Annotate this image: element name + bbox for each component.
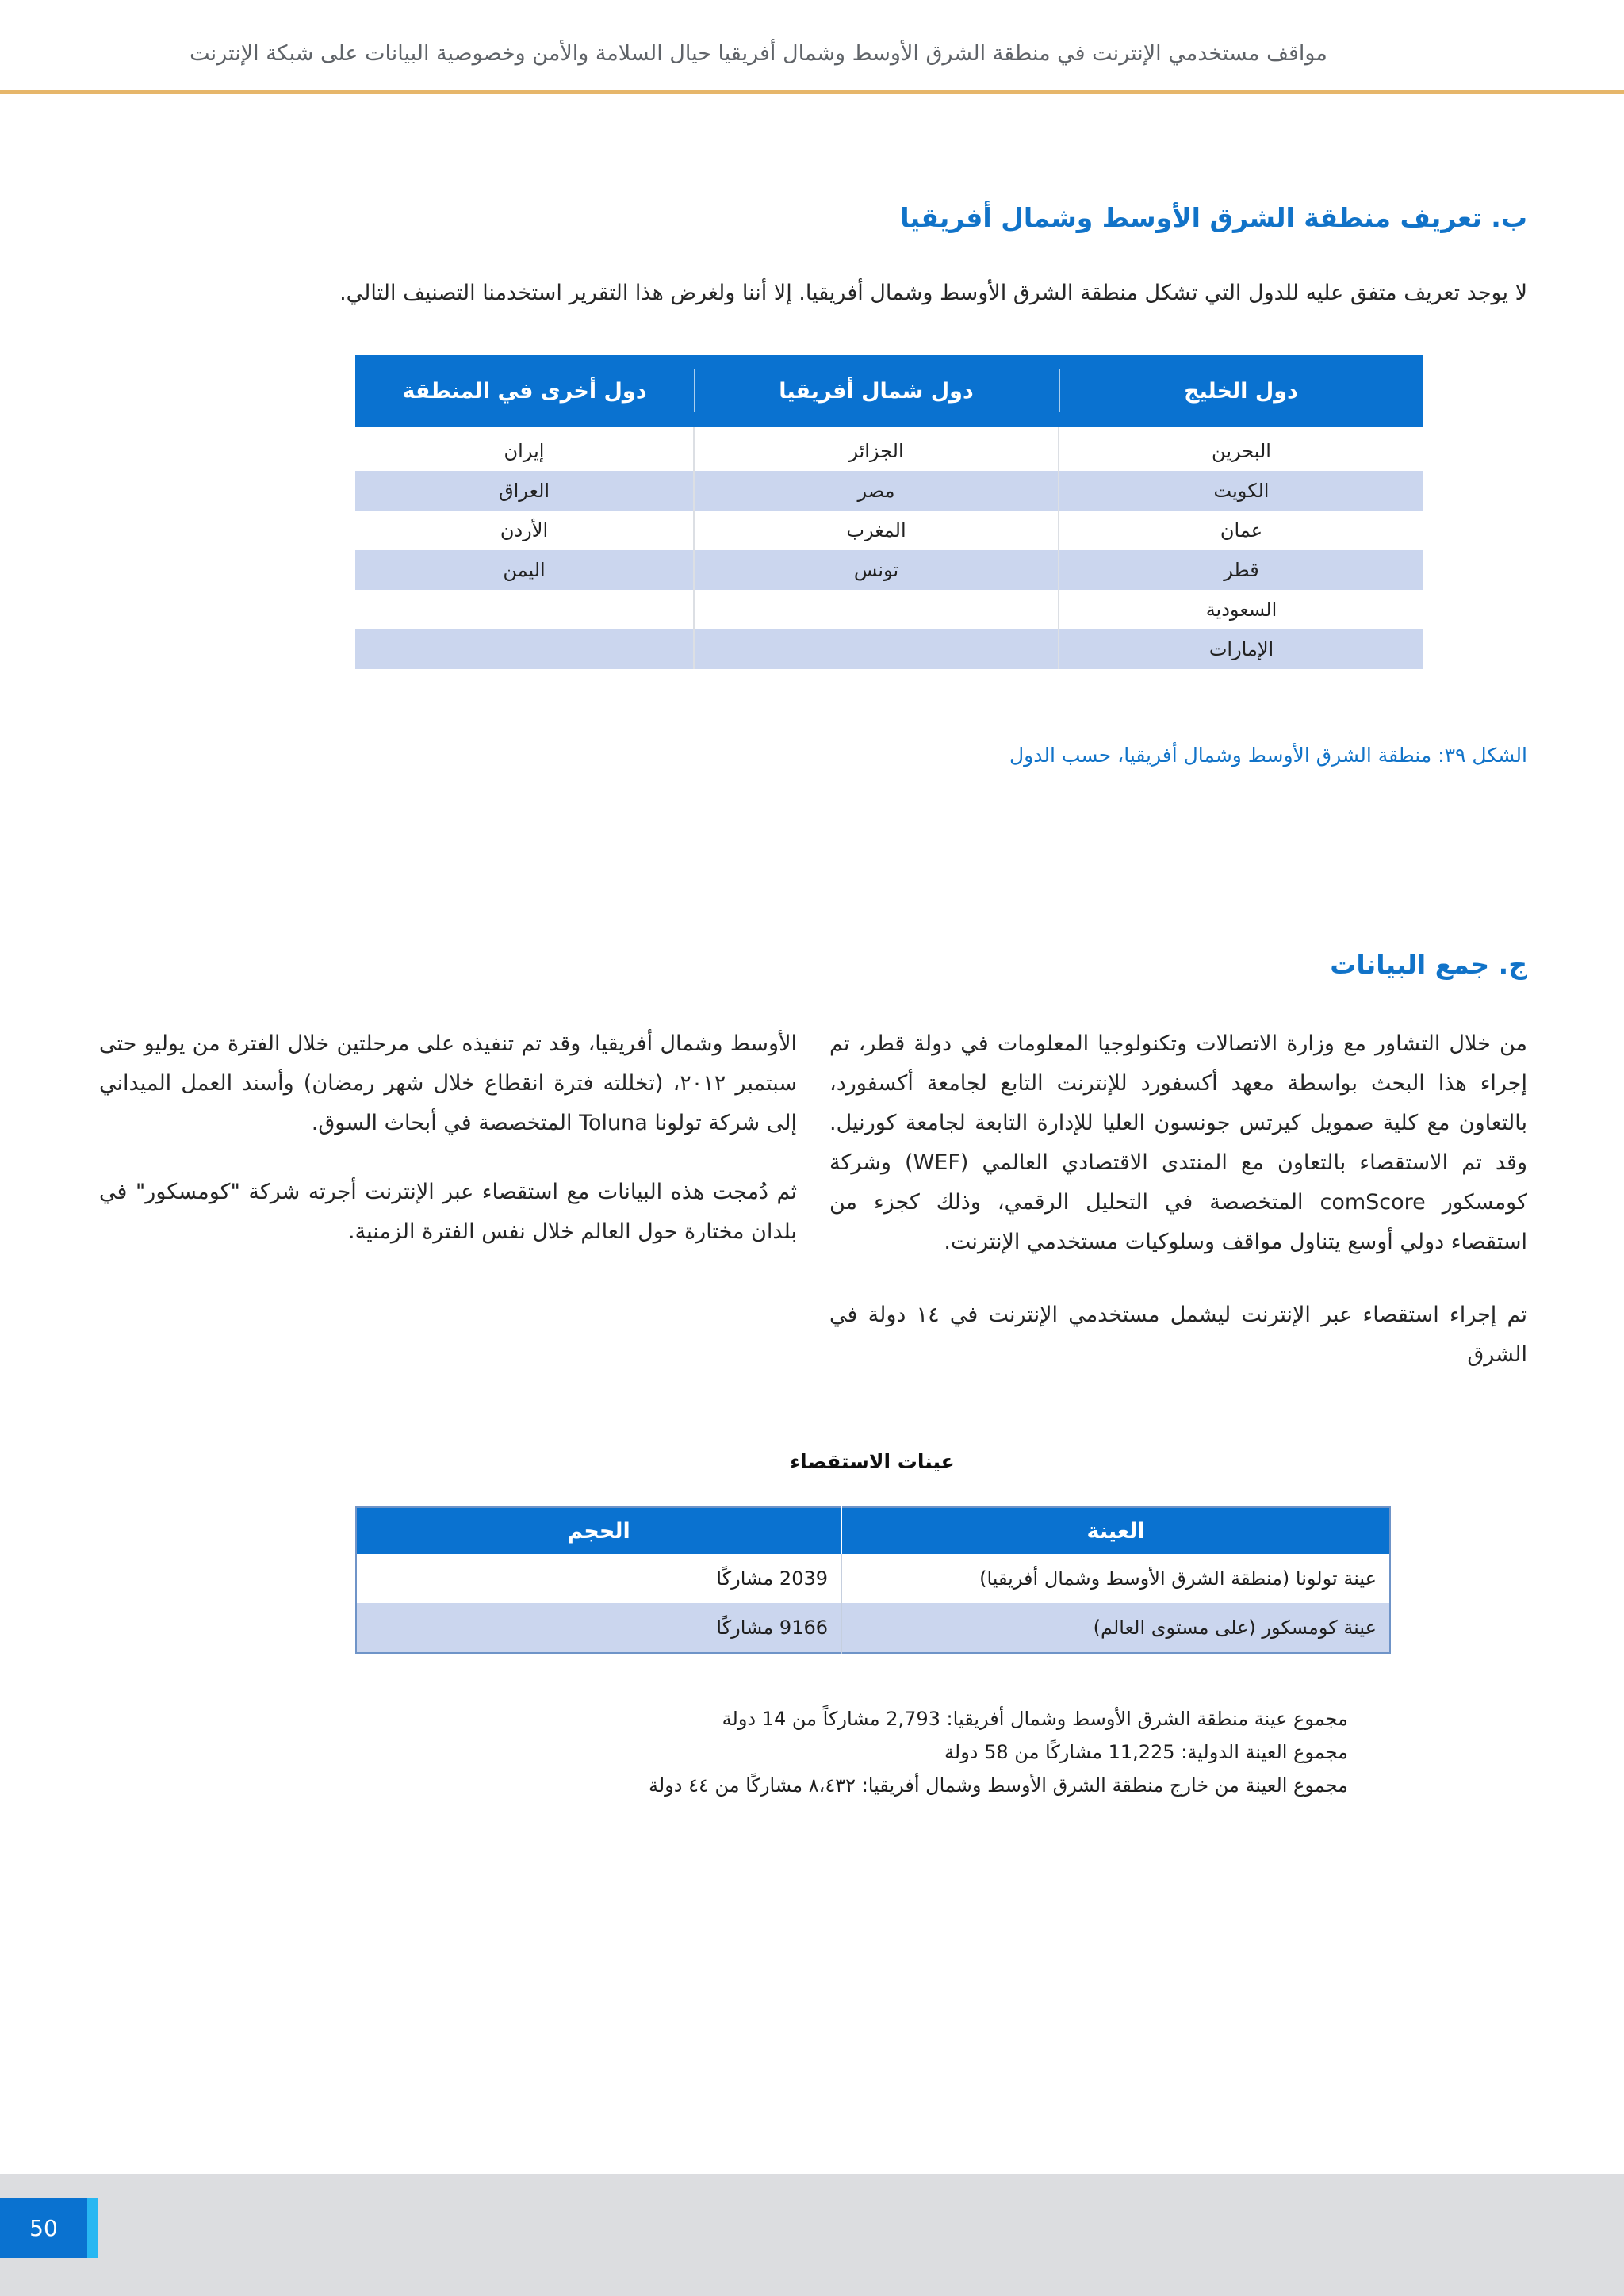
sample-size-cell: 2039 مشاركًا [356, 1554, 841, 1603]
table-cell: الجزائر [694, 427, 1059, 471]
table-row [355, 590, 1423, 629]
figure-caption: الشكل ٣٩: منطقة الشرق الأوسط وشمال أفريقيا، حسب الدول [1009, 744, 1527, 767]
table-cell: الأردن [500, 519, 549, 541]
table-row [355, 427, 1423, 471]
table-cell [694, 629, 1059, 669]
data-collection-paragraph-4: ثم دُمجت هذه البيانات مع استقصاء عبر الإنترنت أجرته شركة "كومسكور" في بلدان مختارة حول العالم خلال نفس الفترة الزمنية. [99, 1180, 797, 1244]
table-cell: عمان [1059, 511, 1423, 550]
table-cell: العراق [355, 471, 694, 511]
table-row [356, 1554, 1390, 1603]
running-header-title: مواقف مستخدمي الإنترنت في منطقة الشرق الأوسط وشمال أفريقيا حيال السلامة والأمن وخصوصية البيانات على شبكة الإنترنت [190, 41, 1327, 66]
table-cell [355, 629, 694, 669]
page-number: 50 [0, 2198, 87, 2258]
table-cell [355, 590, 694, 629]
table-cell: تونس [694, 550, 1059, 590]
sample-name-cell: عينة كومسكور (على مستوى العالم) [841, 1603, 1390, 1653]
footer-band [0, 2174, 1624, 2296]
table-row [355, 550, 1423, 590]
sample-name-cell: عينة تولونا (منطقة الشرق الأوسط وشمال أفريقيا) [979, 1567, 1377, 1590]
table-row [355, 471, 1423, 511]
samples-table-header-row [356, 1507, 1390, 1554]
data-collection-paragraph-1: من خلال التشاور مع وزارة الاتصالات وتكنولوجيا المعلومات في دولة قطر، تم إجراء هذا البحث بواسطة معهد أكسفورد للإنترنت التابع لجامعة أكسفورد، بالتعاون مع كلية صمويل كيرتس جونسون العليا للإدارة التابعة لجامعة كورنيل. وقد تم الاستقصاء بالتعاون مع المنتدى الاقتصادي العالمي (WEF) وشركة كومسكور comScore المتخصصة في التحليل الرقمي، وذلك كجزء من استقصاء دولي أوسع يتناول مواقف وسلوكيات مستخدمي الإنترنت. [829, 1031, 1527, 1254]
column-header-size: الحجم [356, 1507, 841, 1554]
running-header [0, 0, 1624, 94]
data-collection-paragraph-3: الأوسط وشمال أفريقيا، وقد تم تنفيذه على مرحلتين خلال الفترة من يوليو حتى سبتمبر ٢٠١٢، (تخللته فترة انقطاع خلال شهر رمضان) وأسند العمل الميداني إلى شركة تولونا Toluna المتخصصة في أبحاث السوق. [99, 1031, 797, 1135]
table-row [355, 511, 1423, 550]
table-cell [694, 590, 1059, 629]
sample-totals [649, 1702, 1348, 1802]
table-cell: الإمارات [1059, 629, 1423, 669]
table-cell: المغرب [694, 511, 1059, 550]
samples-table-title: عينات الاستقصاء [790, 1450, 955, 1473]
section-intro-paragraph: لا يوجد تعريف متفق عليه للدول التي تشكل منطقة الشرق الأوسط وشمال أفريقيا. إلا أننا ولغرض هذا التقرير استخدمنا التصنيف التالي. [339, 281, 1527, 305]
sample-size-cell: 9166 مشاركًا [356, 1603, 841, 1653]
table-cell: اليمن [355, 550, 694, 590]
region-table-header-row [355, 355, 1423, 427]
table-cell: مصر [694, 471, 1059, 511]
total-non-mena-sample: مجموع العينة من خارج منطقة الشرق الأوسط وشمال أفريقيا: ٨،٤٣٢ مشاركًا من ٤٤ دولة [648, 1774, 1348, 1797]
table-cell: قطر [1059, 550, 1423, 590]
section-heading-mena-definition: ب. تعريف منطقة الشرق الأوسط وشمال أفريقيا [900, 202, 1527, 233]
page-number-accent-bar [87, 2198, 98, 2258]
region-classification-table [355, 355, 1423, 669]
total-mena-sample: مجموع عينة منطقة الشرق الأوسط وشمال أفريقيا: 2,793 مشاركاً من 14 دولة [722, 1708, 1348, 1730]
table-row [355, 629, 1423, 669]
table-row [356, 1603, 1390, 1653]
table-cell: إيران [504, 440, 545, 462]
table-cell: البحرين [1059, 427, 1423, 471]
table-cell: الكويت [1059, 471, 1423, 511]
data-collection-paragraph-2: تم إجراء استقصاء عبر الإنترنت ليشمل مستخدمي الإنترنت في ١٤ دولة في الشرق [829, 1303, 1527, 1367]
column-header-north-africa: دول شمال أفريقيا [694, 355, 1059, 427]
total-international-sample: مجموع العينة الدولية: 11,225 مشاركًا من 58 دولة [944, 1741, 1348, 1763]
samples-table [355, 1506, 1391, 1654]
column-header-gulf: دول الخليج [1059, 355, 1423, 427]
column-header-other: دول أخرى في المنطقة [355, 355, 694, 427]
column-header-sample: العينة [841, 1507, 1390, 1554]
table-cell: السعودية [1059, 590, 1423, 629]
section-heading-data-collection: ج. جمع البيانات [1330, 949, 1527, 980]
